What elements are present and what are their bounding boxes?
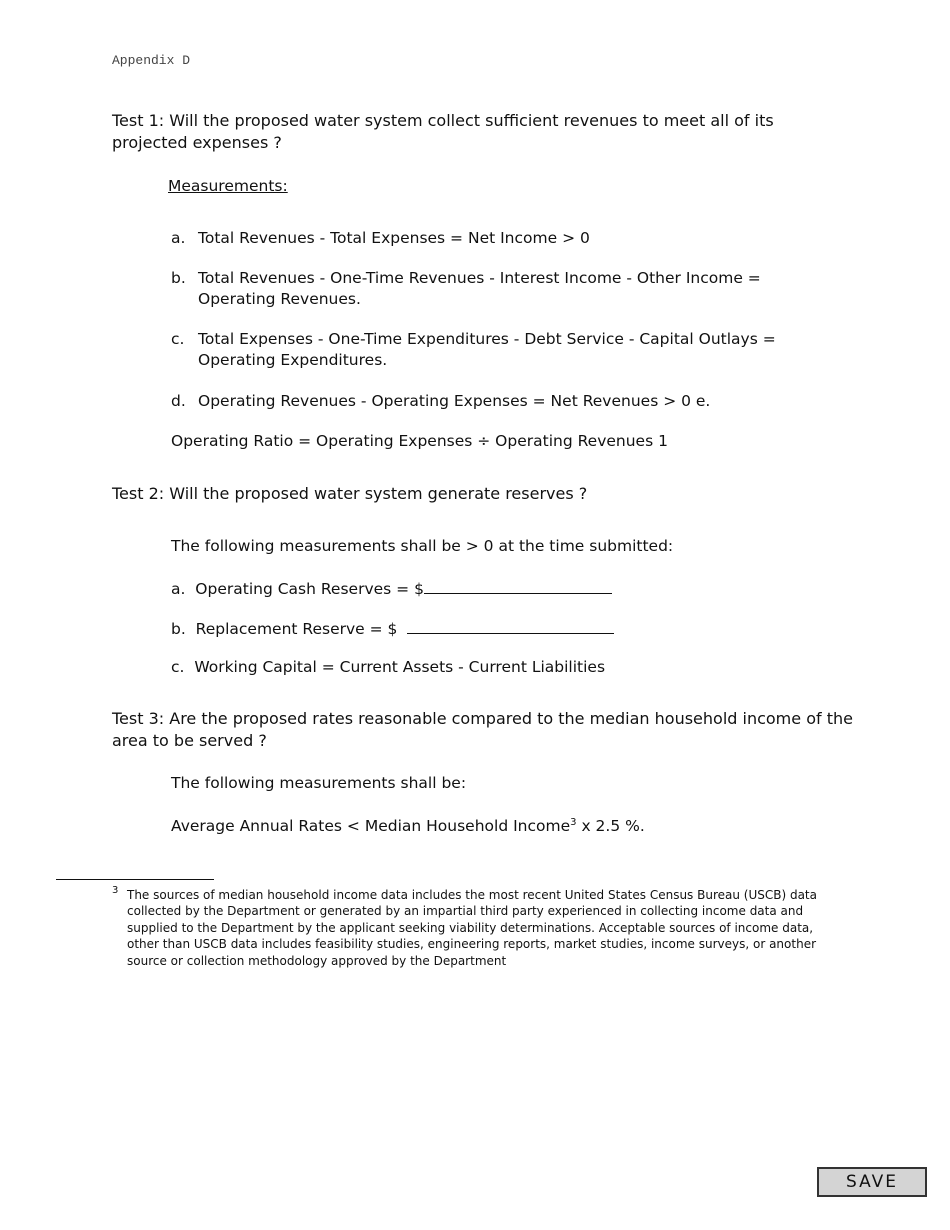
test3-formula [171, 816, 645, 837]
test3-question-line2: area to be served ? [112, 731, 267, 750]
test1-question-line2: projected expenses ? [112, 133, 282, 152]
test2-item-b-text: Replacement Reserve = $ [195, 620, 403, 638]
operating-ratio: Operating Ratio = Operating Expenses ÷ Operating Revenues 1 [171, 432, 668, 450]
test2-item-c-letter: c. [171, 658, 185, 676]
appendix-header: Appendix D [112, 53, 191, 68]
test3-question [112, 708, 872, 752]
test2-item-a-text: Operating Cash Reserves = $ [195, 580, 424, 598]
test3-question-line1: Test 3: Are the proposed rates reasonable compared to the median household income of the [112, 709, 853, 728]
footnote-marker: 3 [112, 885, 119, 896]
test1-item-c [171, 329, 811, 371]
test3-formula-before: Average Annual Rates < Median Household Income [171, 817, 571, 835]
save-button[interactable]: SAVE [817, 1167, 927, 1197]
test1-item-c-letter: c. [171, 330, 185, 348]
test1-item-b [171, 268, 811, 310]
test3-formula-after: x 2.5 %. [576, 817, 645, 835]
test1-item-a-text: Total Revenues - Total Expenses = Net Income > 0 [198, 229, 590, 247]
test1-item-d-letter: d. [171, 392, 186, 410]
test1-item-d [171, 391, 811, 412]
test2-item-a-letter: a. [171, 580, 186, 598]
operating-cash-reserves-blank[interactable] [424, 578, 612, 594]
test1-item-b-text: Total Revenues - One-Time Revenues - Interest Income - Other Income = Operating Revenues. [198, 269, 761, 308]
replacement-reserve-blank[interactable] [407, 618, 614, 634]
test1-item-a-letter: a. [171, 229, 186, 247]
test1-question [112, 110, 852, 154]
test2-item-b-letter: b. [171, 620, 186, 638]
measurements-label: Measurements: [168, 177, 288, 195]
test2-intro: The following measurements shall be > 0 at the time submitted: [171, 537, 674, 555]
test1-item-a [171, 228, 811, 249]
footnote-reference: 3 [570, 816, 577, 828]
test2-question: Test 2: Will the proposed water system generate reserves ? [112, 484, 588, 503]
footnote-divider [56, 879, 214, 880]
test1-question-line1: Test 1: Will the proposed water system collect sufficient revenues to meet all of its [112, 111, 774, 130]
test3-intro: The following measurements shall be: [171, 774, 467, 792]
test2-item-b [171, 618, 614, 640]
footnote-text: The sources of median household income data includes the most recent United States Census Bureau (USCB) data collected by the Department or generated by an impartial third party experienced in collecting income data and supplied to the Department by the applicant seeking viability determinations. Acceptable sources of income data, other than USCB data includes feasibility studies, engineering reports, market studies, income surveys, or another source or collection methodology approved by the Department [127, 888, 817, 968]
test2-item-c [171, 657, 605, 678]
test2-item-c-text: Working Capital = Current Assets - Current Liabilities [194, 658, 606, 676]
footnote [112, 887, 840, 969]
test1-item-c-text: Total Expenses - One-Time Expenditures - Debt Service - Capital Outlays = Operating Expenditures. [198, 330, 776, 369]
test2-item-a [171, 578, 612, 600]
test1-item-b-letter: b. [171, 269, 186, 287]
test1-item-d-text: Operating Revenues - Operating Expenses = Net Revenues > 0 e. [198, 392, 711, 410]
